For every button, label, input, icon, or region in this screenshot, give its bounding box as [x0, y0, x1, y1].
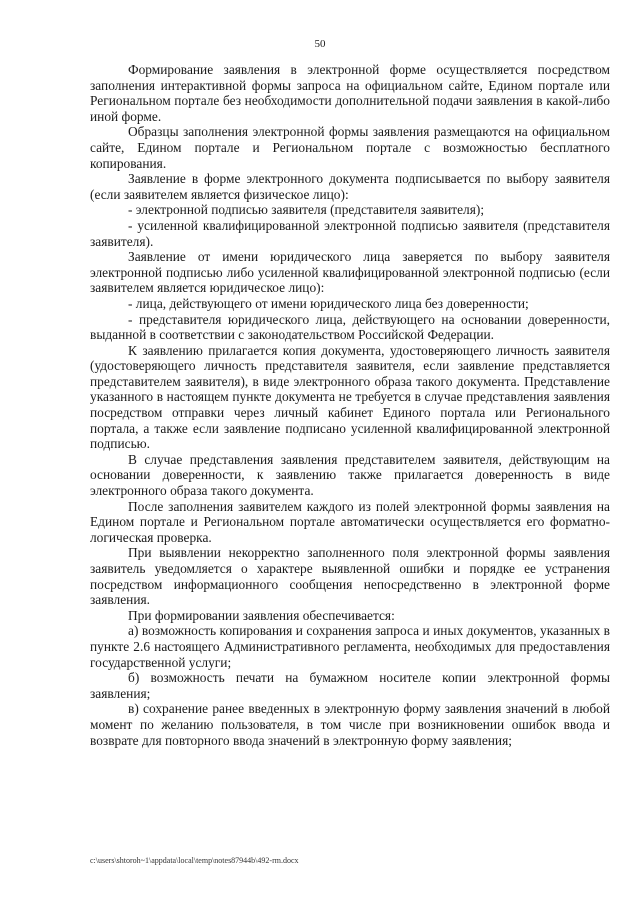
paragraph: К заявлению прилагается копия документа, удостоверяющего личность заявителя (удостоверяющего личность представителя заявителя, если заявление представляется представителем заявителя), в виде электронного образа такого документа. Представление указанного в настоящем пункте документа не требуется в случае представления заявления посредством отправки через личный кабинет Единого портала или Регионального портала, а также если заявление подписано усиленной квалифицированной электронной подписью. — [90, 342, 610, 452]
list-item: - лица, действующего от имени юридического лица без доверенности; — [128, 295, 529, 311]
list-item: в) сохранение ранее введенных в электронную форму заявления значений в любой момент по желанию пользователя, в том числе при возникновении ошибок ввода и возврате для повторного ввода значений в электронную форму заявления; — [90, 701, 610, 748]
list-item: а) возможность копирования и сохранения запроса и иных документов, указанных в пункте 2.6 настоящего Административного регламента, необходимых для предоставления государственной услуги; — [90, 623, 610, 670]
page-number: 50 — [314, 38, 326, 50]
paragraph: При формировании заявления обеспечивается: — [128, 607, 395, 623]
list-item: - представителя юридического лица, действующего на основании доверенности, выданной в соответствии с законодательством Российской Федерации. — [90, 311, 610, 343]
paragraph: При выявлении некорректно заполненного поля электронной формы заявления заявитель уведомляется о характере выявленной ошибки и порядке ее устранения посредством информационного сообщения непосредственно в электронной форме заявления. — [90, 545, 610, 608]
file-path-footer: c:\users\shtoroh~1\appdata\local\temp\notes87944b\492-rm.docx — [90, 856, 299, 865]
paragraph: Формирование заявления в электронной форме осуществляется посредством заполнения интерактивной формы запроса на официальном сайте, Едином портале или Региональном портале без необходимости дополнительной подачи заявления в какой-либо иной форме. — [90, 62, 610, 124]
list-item: б) возможность печати на бумажном носителе копии электронной формы заявления; — [90, 670, 610, 701]
paragraph: В случае представления заявления представителем заявителя, действующим на основании доверенности, к заявлению также прилагается доверенность в виде электронного образа такого документа. — [90, 451, 610, 499]
paragraph: После заполнения заявителем каждого из полей электронной формы заявления на Едином портале и Региональном портале автоматически осуществляется его форматно-логическая проверка. — [90, 498, 610, 545]
paragraph: Заявление от имени юридического лица заверяется по выбору заявителя электронной подписью либо усиленной квалифицированной электронной подписью (если заявителем является юридическое лицо): — [90, 249, 610, 296]
document-body — [90, 62, 610, 748]
list-item: - электронной подписью заявителя (представителя заявителя); — [128, 202, 485, 218]
paragraph: Заявление в форме электронного документа подписывается по выбору заявителя (если заявителем является физическое лицо): — [90, 171, 610, 202]
paragraph: Образцы заполнения электронной формы заявления размещаются на официальном сайте, Едином портале и Региональном портале с возможностью бесплатного копирования. — [90, 124, 610, 171]
list-item: - усиленной квалифицированной электронной подписью заявителя (представителя заявителя). — [90, 217, 610, 249]
